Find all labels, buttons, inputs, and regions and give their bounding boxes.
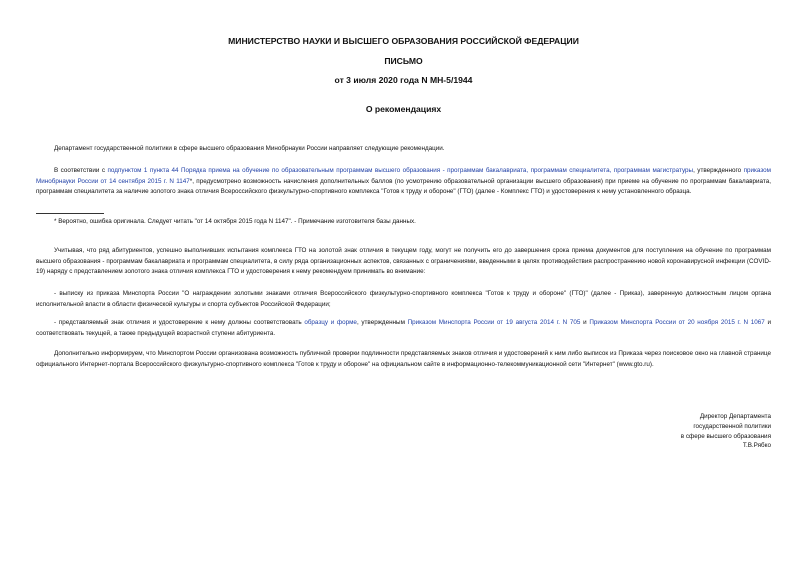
paragraph-text: , утвержденного [693, 167, 744, 174]
paragraph-text: В соответствии с [54, 167, 108, 174]
ministry-heading: МИНИСТЕРСТВО НАУКИ И ВЫСШЕГО ОБРАЗОВАНИЯ РОССИЙСКОЙ ФЕДЕРАЦИИ [228, 36, 579, 46]
paragraph-legal-basis [36, 166, 771, 198]
list-item-extract: - выписку из приказа Минспорта России "О награждении золотыми знаками отличия Всероссийского физкультурно-спортивного комплекса "Готов к труду и обороне" (ГТО)" (далее - Приказ), заверенную должностным лицом органа исполнительной власти в области физической культуры и спорта субъектов Российской Федерации; [36, 290, 771, 308]
signature-department: государственной политики [693, 422, 771, 430]
signature-area: в сфере высшего образования [680, 432, 771, 440]
order-1147-link[interactable]: приказом Минобрнауки России от 14 сентября 2015 г. N 1147 [36, 167, 771, 185]
sample-form-link[interactable]: образцу и форме [304, 319, 357, 326]
document-type: ПИСЬМО [384, 56, 423, 66]
order-1067-link[interactable]: Приказом Минспорта России от 20 ноября 2015 г. N 1067 [589, 319, 765, 326]
intro-paragraph: Департамент государственной политики в сфере высшего образования Минобрнауки России направляет следующие рекомендации. [54, 145, 445, 152]
document-date-number: от 3 июля 2020 года N МН-5/1944 [334, 75, 473, 85]
list-item-badge [36, 318, 771, 339]
paragraph-text: - представляемый знак отличия и удостоверение к нему должны соответствовать [54, 319, 305, 326]
paragraph-text: и [580, 319, 590, 326]
order-705-link[interactable]: Приказом Минспорта России от 19 августа 2014 г. N 705 [407, 319, 581, 326]
paragraph-text: , утвержденным [356, 319, 408, 326]
signature-title: Директор Департамента [699, 413, 771, 420]
admission-procedure-link[interactable]: подпунктом 1 пункта 44 Порядка приема на обучение по образовательным программам высшего образования - программам бакалавриата, программам специалитета, программам магистратуры [107, 167, 694, 174]
footnote-divider [36, 213, 104, 214]
signature-name: Т.В.Рябко [742, 442, 771, 450]
signature-block [681, 412, 771, 451]
document-subject: О рекомендациях [365, 104, 442, 114]
paragraph-text: и соответствовать текущей, а также предыдущей возрастной ступени абитуриента. [36, 319, 771, 337]
paragraph-verification: Дополнительно информируем, что Минспортом России организована возможность публичной проверки подлинности представляемых знаков отличия и удостоверений к ним либо выписок из Приказа через поисковое окно на главной странице официального Интернет-портала Всероссийского физкультурно-спортивного комплекса "Готов к труду и обороне" на официальном сайте в информационно-телекоммуникационной сети "Интернет" (www.gto.ru). [36, 350, 771, 368]
paragraph-considering: Учитывая, что ряд абитуриентов, успешно выполнивших испытания комплекса ГТО на золотой знак отличия в текущем году, могут не получить его до завершения срока приема документов для поступления на обучение по программам высшего образования - программам бакалавриата и программам специалитета, в силу ряда организационных аспектов, связанных с ограничениями, введенными в целях противодействия распространению новой коронавирусной инфекции (COVID-19) наряду с представлением золотого знака отличия комплекса ГТО и удостоверения к нему рекомендуем принимать во внимание: [36, 247, 771, 276]
paragraph-text: *, предусмотрено возможность начисления дополнительных баллов (по усмотрению образовательной организации высшего образования) при приеме на обучение по программам бакалавриата, программам специалитета за наличие золотого знака отличия Всероссийского физкультурно-спортивного комплекса "Готов к труду и обороне" (ГТО) (далее - Комплекс ГТО) и удостоверения к нему установленного образца. [36, 177, 771, 196]
footnote: * Вероятно, ошибка оригинала. Следует читать "от 14 октября 2015 года N 1147". - Примечание изготовителя базы данных. [54, 218, 416, 225]
